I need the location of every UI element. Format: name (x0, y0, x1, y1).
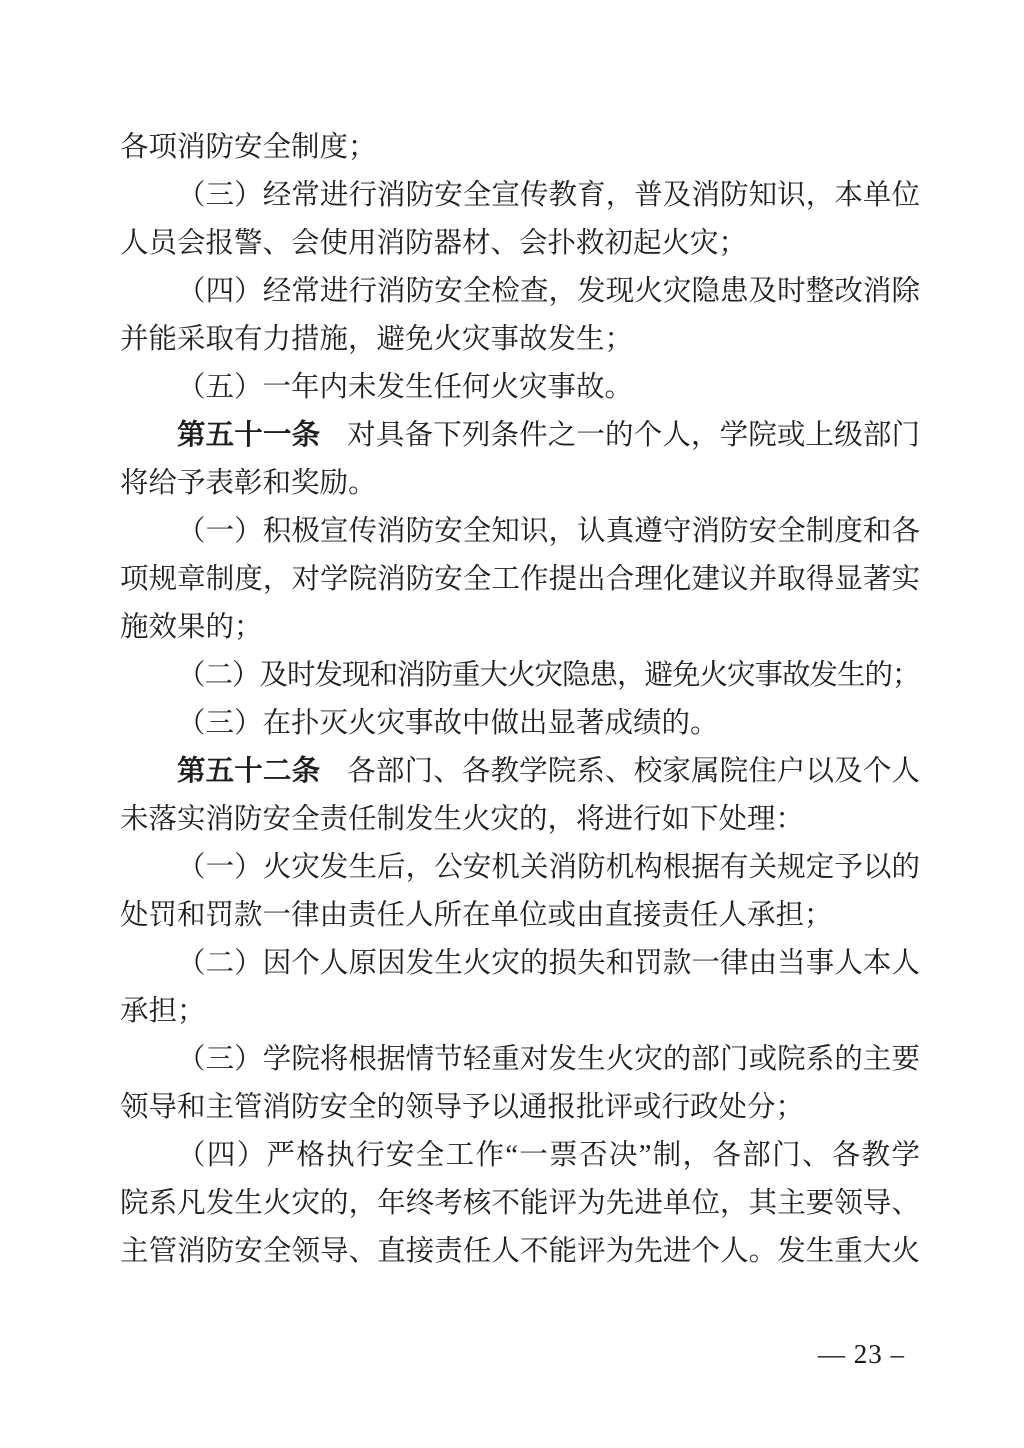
line-text: （一）积极宣传消防安全知识，认真遵守消防安全制度和各 (177, 516, 920, 547)
text-line (120, 1180, 920, 1228)
text-line (120, 748, 920, 796)
text-line (120, 1036, 920, 1084)
line-text: （一）火灾发生后，公安机关消防机构根据有关规定予以的 (177, 852, 920, 883)
line-text: 对具备下列条件之一的个人，学院或上级部门 (347, 420, 920, 451)
text-line (120, 652, 920, 700)
text-line (120, 892, 920, 940)
line-text: 将给予表彰和奖励。 (120, 468, 377, 499)
line-text: 未落实消防安全责任制发生火灾的，将进行如下处理： (120, 804, 805, 835)
text-line (120, 1084, 920, 1132)
article-number: 第五十二条 (177, 756, 321, 787)
text-line (120, 268, 920, 316)
line-text: （五）一年内未发生任何火灾事故。 (177, 372, 634, 403)
line-text: 院系凡发生火灾的，年终考核不能评为先进单位，其主要领导、 (120, 1188, 920, 1219)
text-line (120, 316, 920, 364)
line-text: 各部门、各教学院系、校家属院住户以及个人 (347, 756, 920, 787)
line-text: 并能采取有力措施，避免火灾事故发生； (120, 324, 634, 355)
line-text: （三）经常进行消防安全宣传教育，普及消防知识，本单位 (177, 180, 920, 211)
text-line (120, 1132, 920, 1180)
page-number: — 23 – (818, 1339, 905, 1369)
text-line (120, 508, 920, 556)
text-line (120, 1228, 920, 1276)
line-text: 领导和主管消防安全的领导予以通报批评或行政处分； (120, 1092, 805, 1123)
line-text: （二）及时发现和消防重大火灾隐患，避免火灾事故发生的； (177, 660, 920, 691)
line-text: （三）学院将根据情节轻重对发生火灾的部门或院系的主要 (177, 1044, 920, 1075)
document-body (120, 124, 920, 1276)
line-text: （三）在扑灭火灾事故中做出显著成绩的。 (177, 708, 719, 739)
text-line (120, 700, 920, 748)
line-text: 施效果的； (120, 612, 263, 643)
line-text: （四）经常进行消防安全检查，发现火灾隐患及时整改消除 (177, 276, 920, 307)
text-line (120, 796, 920, 844)
line-text: 项规章制度，对学院消防安全工作提出合理化建议并取得显著实 (120, 564, 920, 595)
text-line (120, 556, 920, 604)
text-line (120, 604, 920, 652)
text-line (120, 124, 920, 172)
text-line (120, 988, 920, 1036)
text-line (120, 364, 920, 412)
article-number: 第五十一条 (177, 420, 321, 451)
text-line (120, 940, 920, 988)
line-text: 处罚和罚款一律由责任人所在单位或由直接责任人承担； (120, 900, 833, 931)
line-text: （四）严格执行安全工作“一票否决”制，各部门、各教学 (177, 1140, 920, 1171)
text-line (120, 844, 920, 892)
line-text: 各项消防安全制度； (120, 132, 377, 163)
text-line (120, 460, 920, 508)
line-text: 承担； (120, 996, 206, 1027)
line-text: （二）因个人原因发生火灾的损失和罚款一律由当事人本人 (177, 948, 920, 979)
text-line (120, 412, 920, 460)
text-line (120, 220, 920, 268)
line-text: 主管消防安全领导、直接责任人不能评为先进个人。发生重大火 (120, 1236, 920, 1267)
line-text: 人员会报警、会使用消防器材、会扑救初起火灾； (120, 228, 748, 259)
text-line (120, 172, 920, 220)
